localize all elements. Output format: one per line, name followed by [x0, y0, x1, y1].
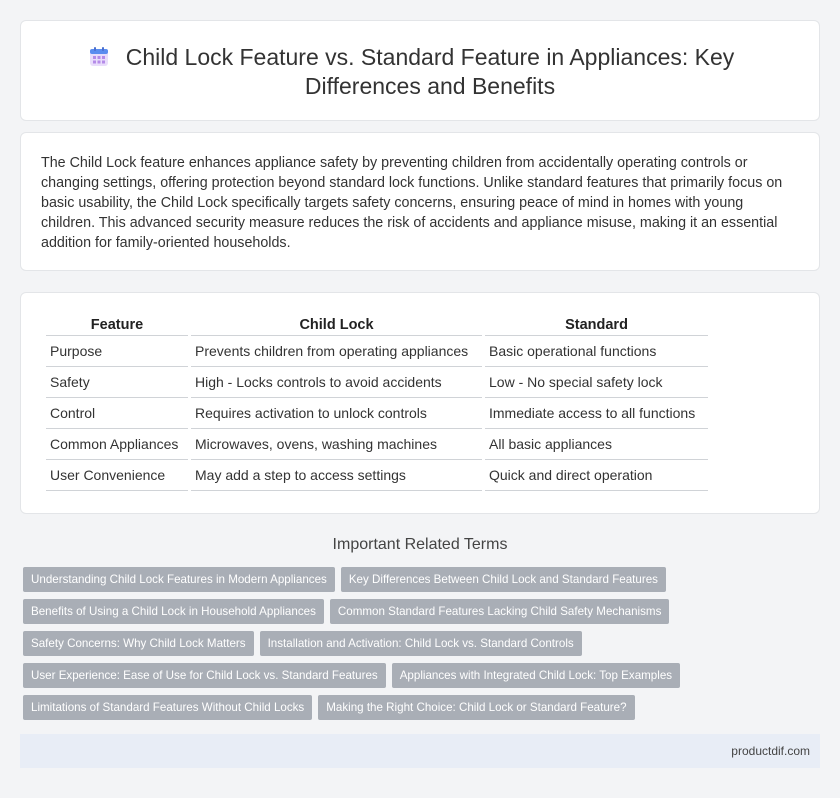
related-term-link[interactable]: Making the Right Choice: Child Lock or Standard Feature?: [318, 695, 634, 720]
related-term-link[interactable]: Installation and Activation: Child Lock vs. Standard Controls: [260, 631, 582, 656]
table-row: [46, 429, 708, 460]
related-terms-list: [23, 567, 803, 727]
table-header-row: [46, 315, 708, 336]
footer: [20, 734, 820, 768]
header-feature: Feature: [46, 315, 188, 336]
related-term-link[interactable]: Understanding Child Lock Features in Modern Appliances: [23, 567, 335, 592]
table-cell: Prevents children from operating appliances: [191, 336, 482, 367]
table-cell: All basic appliances: [485, 429, 708, 460]
table-row: [46, 336, 708, 367]
page-title: Child Lock Feature vs. Standard Feature in Appliances: Key Differences and Benefits: [125, 44, 735, 99]
table-cell: Low - No special safety lock: [485, 367, 708, 398]
related-term-link[interactable]: Common Standard Features Lacking Child Safety Mechanisms: [330, 599, 670, 624]
table-cell: Safety: [46, 367, 188, 398]
related-terms-heading: Important Related Terms: [332, 536, 508, 553]
table-row: [46, 460, 708, 491]
comparison-table: [43, 315, 711, 491]
related-term-link[interactable]: User Experience: Ease of Use for Child Lock vs. Standard Features: [23, 663, 386, 688]
table-cell: Quick and direct operation: [485, 460, 708, 491]
comparison-table-card: [20, 292, 820, 514]
intro-paragraph: The Child Lock feature enhances appliance safety by preventing children from accidentally operating controls or changing settings, offering protection beyond standard lock functions. Unlike standard features that primarily focus on basic usability, the Child Lock specifically targets safety concerns, ensuring peace of mind in homes with young children. This advanced security measure reduces the risk of accidents and appliance misuse, making it an essential addition for family-oriented households.: [41, 155, 783, 251]
table-cell: Requires activation to unlock controls: [191, 398, 482, 429]
footer-site-link[interactable]: productdif.com: [731, 744, 810, 758]
table-cell: Common Appliances: [46, 429, 188, 460]
table-cell: May add a step to access settings: [191, 460, 482, 491]
table-cell: Control: [46, 398, 188, 429]
header-child-lock: Child Lock: [191, 315, 482, 336]
table-cell: User Convenience: [46, 460, 188, 491]
related-term-link[interactable]: Key Differences Between Child Lock and Standard Features: [341, 567, 666, 592]
related-term-link[interactable]: Safety Concerns: Why Child Lock Matters: [23, 631, 254, 656]
table-cell: Purpose: [46, 336, 188, 367]
table-cell: Immediate access to all functions: [485, 398, 708, 429]
table-row: [46, 398, 708, 429]
table-cell: Basic operational functions: [485, 336, 708, 367]
header-card: [20, 20, 820, 121]
table-cell: High - Locks controls to avoid accidents: [191, 367, 482, 398]
table-cell: Microwaves, ovens, washing machines: [191, 429, 482, 460]
table-row: [46, 367, 708, 398]
related-term-link[interactable]: Benefits of Using a Child Lock in Household Appliances: [23, 599, 324, 624]
related-term-link[interactable]: Appliances with Integrated Child Lock: Top Examples: [392, 663, 680, 688]
header-standard: Standard: [485, 315, 708, 336]
intro-card: [20, 132, 820, 271]
related-term-link[interactable]: Limitations of Standard Features Without Child Locks: [23, 695, 312, 720]
